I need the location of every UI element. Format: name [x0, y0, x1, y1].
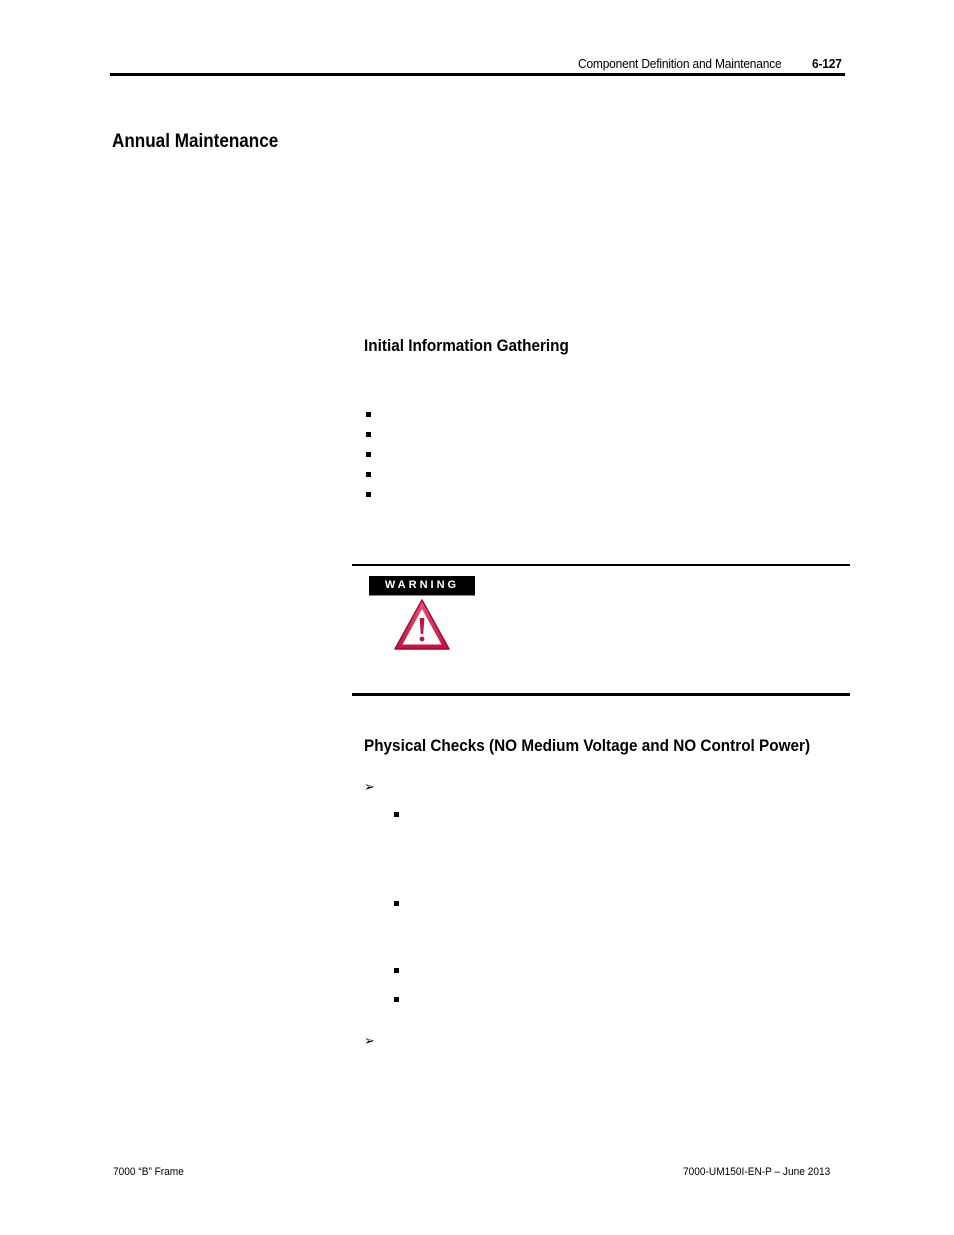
header-rule: [110, 73, 845, 76]
footer-right: 7000-UM150I-EN-P – June 2013: [683, 1166, 831, 1178]
bullet-marker: [366, 452, 371, 457]
arrow-bullet-icon: ➢: [364, 779, 375, 794]
header-section-title: Component Definition and Maintenance: [578, 56, 782, 71]
bullet-marker: [366, 472, 371, 477]
bullet-marker: [366, 492, 371, 497]
bullet-marker: [394, 901, 399, 906]
warning-top-rule: [352, 564, 850, 566]
bullet-marker: [394, 968, 399, 973]
footer-left: 7000 “B” Frame: [113, 1166, 184, 1178]
arrow-bullet-icon: ➢: [364, 1033, 375, 1048]
bullet-marker: [366, 432, 371, 437]
warning-triangle-icon: [393, 598, 451, 652]
bullet-marker: [366, 412, 371, 417]
section-heading-initial-information: Initial Information Gathering: [364, 336, 569, 355]
warning-bottom-rule: [352, 693, 850, 696]
bullet-marker: [394, 812, 399, 817]
warning-label: WARNING: [369, 576, 475, 596]
header-page-number: 6-127: [812, 56, 842, 71]
page-title: Annual Maintenance: [112, 131, 279, 152]
section-heading-physical-checks: Physical Checks (NO Medium Voltage and NO Control Power): [364, 736, 811, 755]
bullet-marker: [394, 997, 399, 1002]
